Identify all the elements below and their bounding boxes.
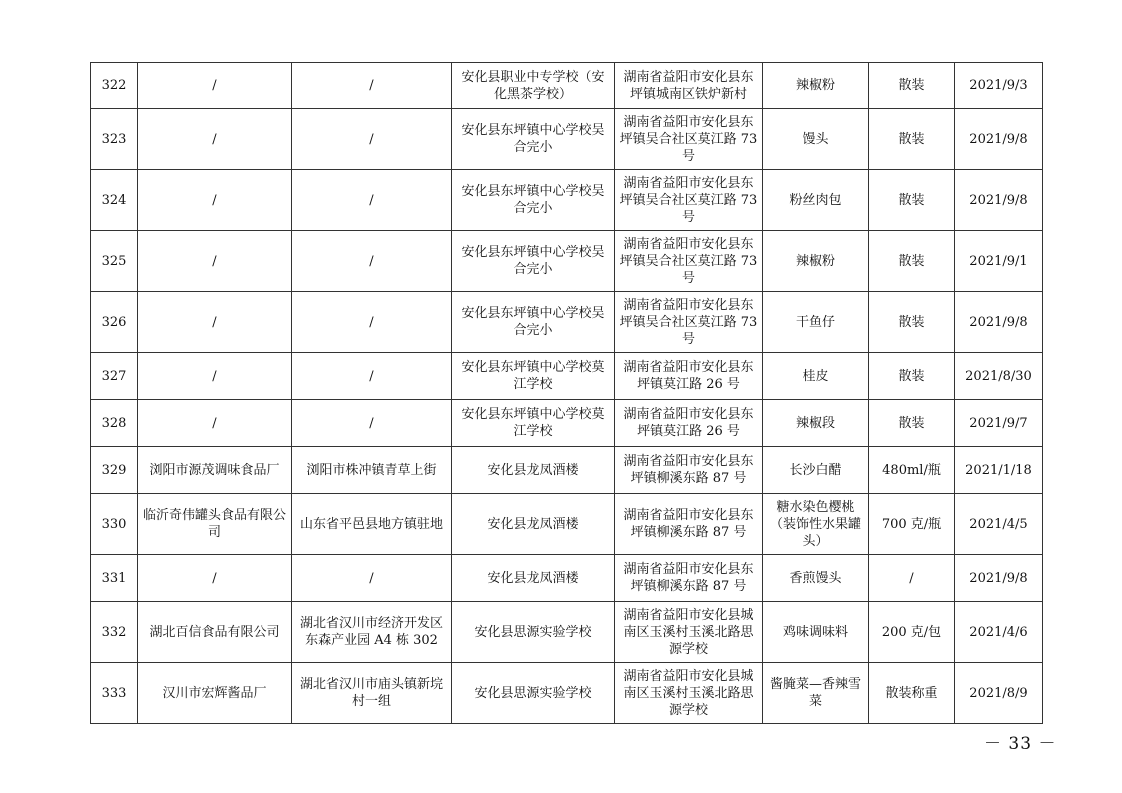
sampled-unit: 安化县龙凤酒楼	[452, 447, 615, 494]
table-row	[91, 447, 1043, 494]
specification: 散装	[869, 170, 955, 231]
production-date: 2021/9/1	[955, 231, 1043, 292]
producer-address: /	[292, 292, 452, 353]
table-row	[91, 170, 1043, 231]
sampled-unit: 安化县龙凤酒楼	[452, 494, 615, 555]
product-name: 桂皮	[763, 353, 869, 400]
specification: 散装	[869, 292, 955, 353]
table-row	[91, 353, 1043, 400]
row-number: 322	[91, 63, 138, 109]
product-name: 糖水染色樱桃（装饰性水果罐头）	[763, 494, 869, 555]
producer-name: /	[138, 555, 292, 602]
product-name: 辣椒粉	[763, 63, 869, 109]
row-number: 333	[91, 663, 138, 724]
product-name: 酱腌菜—香辣雪菜	[763, 663, 869, 724]
table-body	[91, 63, 1043, 724]
producer-address: /	[292, 63, 452, 109]
specification: 散装	[869, 231, 955, 292]
specification: /	[869, 555, 955, 602]
sampled-unit-address: 湖南省益阳市安化县城南区玉溪村玉溪北路思源学校	[615, 602, 763, 663]
specification: 散装称重	[869, 663, 955, 724]
production-date: 2021/1/18	[955, 447, 1043, 494]
row-number: 326	[91, 292, 138, 353]
producer-name: /	[138, 170, 292, 231]
sampled-unit: 安化县思源实验学校	[452, 602, 615, 663]
sampled-unit-address: 湖南省益阳市安化县东坪镇莫江路 26 号	[615, 353, 763, 400]
table-row	[91, 602, 1043, 663]
sampled-unit-address: 湖南省益阳市安化县东坪镇吴合社区莫江路 73 号	[615, 170, 763, 231]
production-date: 2021/9/8	[955, 170, 1043, 231]
production-date: 2021/8/30	[955, 353, 1043, 400]
row-number: 323	[91, 109, 138, 170]
sampled-unit: 安化县东坪镇中心学校莫江学校	[452, 353, 615, 400]
production-date: 2021/4/6	[955, 602, 1043, 663]
page-number: － 33 －	[984, 734, 1057, 754]
producer-address: /	[292, 109, 452, 170]
production-date: 2021/9/7	[955, 400, 1043, 447]
specification: 散装	[869, 400, 955, 447]
producer-name: /	[138, 292, 292, 353]
sampled-unit-address: 湖南省益阳市安化县东坪镇吴合社区莫江路 73 号	[615, 292, 763, 353]
producer-address: 湖北省汉川市经济开发区东森产业园 A4 栋 302	[292, 602, 452, 663]
producer-name: /	[138, 400, 292, 447]
producer-name: /	[138, 63, 292, 109]
producer-name: /	[138, 231, 292, 292]
sampled-unit-address: 湖南省益阳市安化县东坪镇吴合社区莫江路 73 号	[615, 231, 763, 292]
row-number: 330	[91, 494, 138, 555]
specification: 700 克/瓶	[869, 494, 955, 555]
product-name: 辣椒段	[763, 400, 869, 447]
row-number: 331	[91, 555, 138, 602]
product-name: 长沙白醋	[763, 447, 869, 494]
producer-address: /	[292, 400, 452, 447]
sampled-unit-address: 湖南省益阳市安化县东坪镇柳溪东路 87 号	[615, 447, 763, 494]
product-name: 辣椒粉	[763, 231, 869, 292]
sampled-unit: 安化县东坪镇中心学校吴合完小	[452, 231, 615, 292]
sampled-unit-address: 湖南省益阳市安化县东坪镇城南区铁炉新村	[615, 63, 763, 109]
table-row	[91, 292, 1043, 353]
production-date: 2021/9/8	[955, 292, 1043, 353]
producer-address: 湖北省汉川市庙头镇新垸村一组	[292, 663, 452, 724]
table-row	[91, 63, 1043, 109]
product-name: 鸡味调味料	[763, 602, 869, 663]
production-date: 2021/9/8	[955, 555, 1043, 602]
specification: 480ml/瓶	[869, 447, 955, 494]
product-name: 干鱼仔	[763, 292, 869, 353]
table-row	[91, 555, 1043, 602]
production-date: 2021/9/8	[955, 109, 1043, 170]
specification: 散装	[869, 109, 955, 170]
producer-name: 湖北百信食品有限公司	[138, 602, 292, 663]
inspection-table	[90, 62, 1043, 724]
sampled-unit: 安化县龙凤酒楼	[452, 555, 615, 602]
specification: 200 克/包	[869, 602, 955, 663]
sampled-unit-address: 湖南省益阳市安化县东坪镇柳溪东路 87 号	[615, 555, 763, 602]
sampled-unit-address: 湖南省益阳市安化县东坪镇莫江路 26 号	[615, 400, 763, 447]
production-date: 2021/9/3	[955, 63, 1043, 109]
sampled-unit-address: 湖南省益阳市安化县城南区玉溪村玉溪北路思源学校	[615, 663, 763, 724]
product-name: 香煎馒头	[763, 555, 869, 602]
table-row	[91, 663, 1043, 724]
table-row	[91, 109, 1043, 170]
row-number: 327	[91, 353, 138, 400]
sampled-unit: 安化县职业中专学校（安化黑茶学校）	[452, 63, 615, 109]
specification: 散装	[869, 353, 955, 400]
sampled-unit-address: 湖南省益阳市安化县东坪镇吴合社区莫江路 73 号	[615, 109, 763, 170]
row-number: 325	[91, 231, 138, 292]
producer-name: 临沂奇伟罐头食品有限公司	[138, 494, 292, 555]
production-date: 2021/4/5	[955, 494, 1043, 555]
table-row	[91, 494, 1043, 555]
row-number: 324	[91, 170, 138, 231]
producer-name: 浏阳市源茂调味食品厂	[138, 447, 292, 494]
sampled-unit: 安化县东坪镇中心学校吴合完小	[452, 170, 615, 231]
specification: 散装	[869, 63, 955, 109]
producer-address: 山东省平邑县地方镇驻地	[292, 494, 452, 555]
sampled-unit: 安化县东坪镇中心学校吴合完小	[452, 292, 615, 353]
producer-name: 汉川市宏辉酱品厂	[138, 663, 292, 724]
sampled-unit-address: 湖南省益阳市安化县东坪镇柳溪东路 87 号	[615, 494, 763, 555]
producer-name: /	[138, 109, 292, 170]
sampled-unit: 安化县东坪镇中心学校吴合完小	[452, 109, 615, 170]
producer-name: /	[138, 353, 292, 400]
product-name: 粉丝肉包	[763, 170, 869, 231]
table-row	[91, 231, 1043, 292]
product-name: 馒头	[763, 109, 869, 170]
producer-address: /	[292, 353, 452, 400]
table-row	[91, 400, 1043, 447]
sampled-unit: 安化县思源实验学校	[452, 663, 615, 724]
producer-address: /	[292, 231, 452, 292]
row-number: 332	[91, 602, 138, 663]
production-date: 2021/8/9	[955, 663, 1043, 724]
producer-address: 浏阳市株冲镇青草上街	[292, 447, 452, 494]
producer-address: /	[292, 170, 452, 231]
row-number: 329	[91, 447, 138, 494]
sampled-unit: 安化县东坪镇中心学校莫江学校	[452, 400, 615, 447]
row-number: 328	[91, 400, 138, 447]
producer-address: /	[292, 555, 452, 602]
